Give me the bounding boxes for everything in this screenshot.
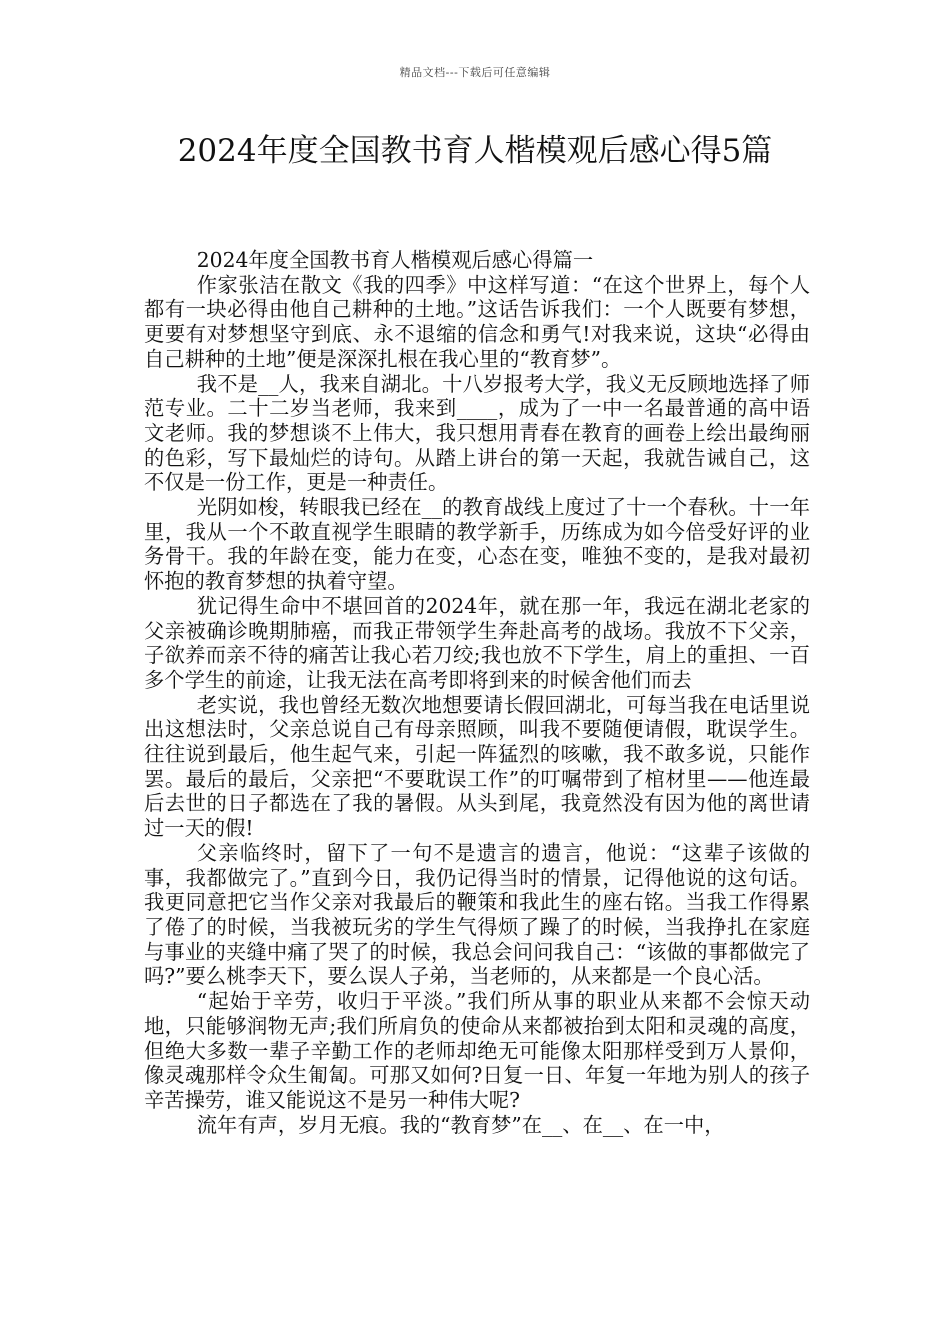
header-note: 精品文档---下载后可任意编辑 [399,66,551,79]
document-body [144,248,810,1137]
paragraph: 流年有声，岁月无痕。我的“教育梦”在__、在__、在一中， [196,1112,725,1137]
paragraph: 光阴如梭，转眼我已经在__的教育战线上度过了十一个春秋。十一年里，我从一个不敢直视学生眼睛的教学新手，历练成为如今倍受好评的业务骨干。我的年龄在变，能力在变，心态在变，唯独不变的，是我对最初怀抱的教育梦想的执着守望。 [144,495,810,594]
paragraph: 作家张洁在散文《我的四季》中这样写道：“在这个世界上，每个人都有一块必得由他自己耕种的土地。”这话告诉我们：一个人既要有梦想，更要有对梦想坚守到底、永不退缩的信念和勇气!对我来说，这块“必得由自己耕种的土地”便是深深扎根在我心里的“教育梦”。 [144,272,810,371]
section-heading: 2024年度全国教书育人楷模观后感心得篇一 [196,248,594,272]
paragraph: “起始于辛劳，收归于平淡。”我们所从事的职业从来都不会惊天动地，只能够润物无声;我们所肩负的使命从来都被抬到太阳和灵魂的高度，但绝大多数一辈子辛勤工作的老师却绝无可能像太阳那样受到万人景仰，像灵魂那样令众生匍匐。可那又如何?日复一日、年复一年地为别人的孩子辛苦操劳，谁又能说这不是另一种伟大呢? [144,989,810,1112]
paragraph: 老实说，我也曾经无数次地想要请长假回湖北，可每当我在电话里说出这想法时，父亲总说自己有母亲照顾，叫我不要随便请假，耽误学生。往往说到最后，他生起气来，引起一阵猛烈的咳嗽，我不敢多说，只能作罢。最后的最后，父亲把“不要耽误工作”的叮嘱带到了棺材里——他连最后去世的日子都选在了我的暑假。从头到尾，我竟然没有因为他的离世请过一天的假! [144,692,810,841]
paragraph: 父亲临终时，留下了一句不是遗言的遗言，他说：“这辈子该做的事，我都做完了。”直到今日，我仍记得当时的情景，记得他说的这句话。我更同意把它当作父亲对我最后的鞭策和我此生的座右铭。当我工作得累了倦了的时候，当我被玩劣的学生气得烦了躁了的时候，当我挣扎在家庭与事业的夹缝中痛了哭了的时候，我总会问问我自己：“该做的事都做完了吗?”要么桃李天下，要么误人子弟，当老师的，从来都是一个良心活。 [144,840,810,989]
paragraph: 犹记得生命中不堪回首的2024年，就在那一年，我远在湖北老家的父亲被确诊晚期肺癌，而我正带领学生奔赴高考的战场。我放不下父亲，子欲养而亲不待的痛苦让我心若刀绞;我也放不下学生，肩上的重担、一百多个学生的前途，让我无法在高考即将到来的时候舍他们而去 [144,593,810,692]
paragraph: 我不是__人，我来自湖北。十八岁报考大学，我义无反顾地选择了师范专业。二十二岁当老师，我来到____，成为了一中一名最普通的高中语文老师。我的梦想谈不上伟大，我只想用青春在教育的画卷上绘出最绚丽的色彩，写下最灿烂的诗句。从踏上讲台的第一天起，我就告诫自己，这不仅是一份工作，更是一种责任。 [144,371,810,495]
document-title: 2024年度全国教书育人楷模观后感心得5篇 [177,133,773,169]
